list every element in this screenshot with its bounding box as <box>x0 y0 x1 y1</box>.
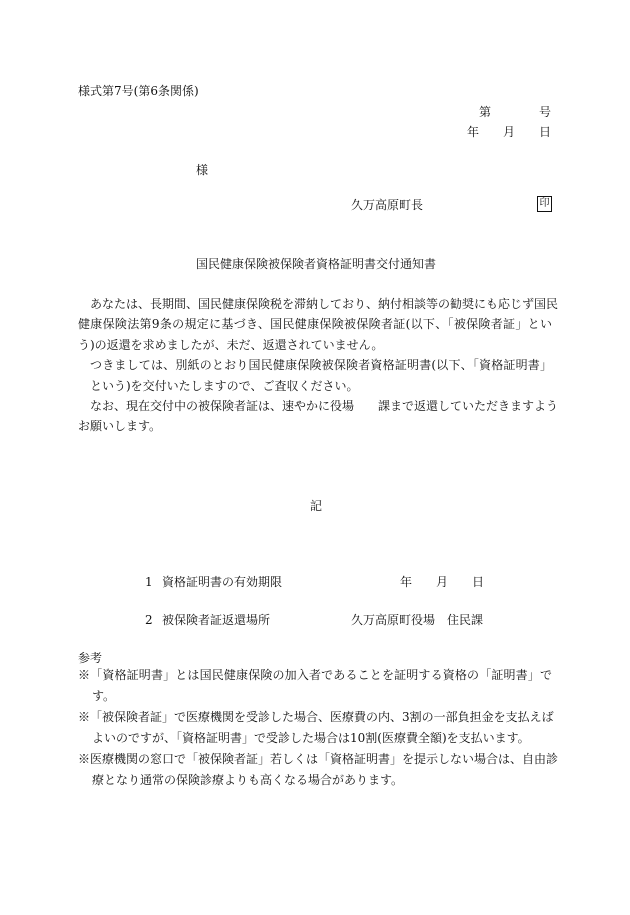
issuer: 久万高原町長 <box>351 198 424 212</box>
note-line: ※「被保険者証」で医療機関を受診した場合、医療費の内、3割の一部負担金を支払えば <box>78 710 554 724</box>
date-day: 日 <box>539 125 552 139</box>
date-month: 月 <box>503 125 516 139</box>
doc-number-suffix: 号 <box>539 105 552 119</box>
item-1-label: 資格証明書の有効期限 <box>162 575 283 589</box>
item-2-number: 2 <box>145 613 153 627</box>
body-line: お願いします。 <box>78 419 162 434</box>
item-1-year: 年 <box>400 575 413 589</box>
note-line: よいのですが、「資格証明書」で受診した場合は10割(医療費全額)を支払います。 <box>92 731 530 745</box>
notes-list <box>78 665 559 791</box>
body-line: う)の返還を求めましたが、未だ、返還されていません。 <box>78 337 384 352</box>
doc-number-prefix: 第 <box>479 105 492 119</box>
form-number: 様式第7号(第6条関係) <box>78 84 199 98</box>
item-2-value: 久万高原町役場 住民課 <box>351 613 484 627</box>
body-line: なお、現在交付中の被保険者証は、速やかに役場 課まで返還していただきますよう <box>90 399 559 414</box>
seal-stamp: 印 <box>537 196 552 212</box>
body-text <box>78 294 559 437</box>
item-1-day: 日 <box>472 575 485 589</box>
note-line: ※「資格証明書」とは国民健康保険の加入者であることを証明する資格の「証明書」で <box>78 668 552 682</box>
note-line: ※医療機関の窓口で「被保険者証」若しくは「資格証明書」を提示しない場合は、自由診 <box>78 752 559 766</box>
date-year: 年 <box>467 125 480 139</box>
body-line: あなたは、長期間、国民健康保険税を滞納しており、納付相談等の勧奨にも応じず国民 <box>90 297 559 311</box>
addressee-suffix: 様 <box>196 163 209 177</box>
item-1-month: 月 <box>436 575 449 589</box>
notes-heading: 参考 <box>78 651 103 665</box>
body-line: という)を交付いたしますので、ご査収ください。 <box>90 378 359 393</box>
document-title: 国民健康保険被保険者資格証明書交付通知書 <box>196 257 437 271</box>
item-1-number: 1 <box>145 575 153 589</box>
ki-heading: 記 <box>310 499 323 513</box>
note-line: 療となり通常の保険診療よりも高くなる場合があります。 <box>92 773 404 787</box>
body-line: つきましては、別紙のとおり国民健康保険被保険者資格証明書(以下、「資格証明書」 <box>90 358 552 373</box>
body-line: 健康保険法第9条の規定に基づき、国民健康保険被保険者証(以下、「被保険者証」とい <box>78 317 552 332</box>
note-line: す。 <box>92 689 116 703</box>
item-2-label: 被保険者証返還場所 <box>162 613 271 627</box>
